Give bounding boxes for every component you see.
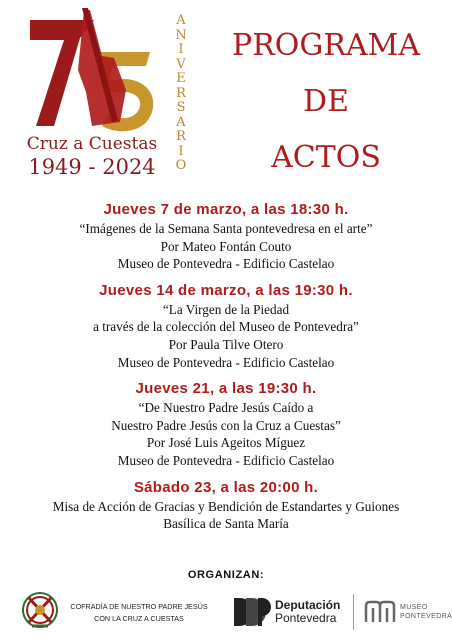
- event-line: Por Mateo Fontán Couto: [160, 238, 292, 254]
- organizers-footer: [0, 584, 452, 640]
- cofradia-name: [64, 601, 214, 625]
- event-line: “Imágenes de la Semana Santa pontevedresa en el arte”: [79, 221, 373, 236]
- cofradia-line-1: COFRADÍA DE NUESTRO PADRE JESÚS: [70, 602, 208, 611]
- aniversario-vertical-text: [171, 14, 191, 174]
- aniversario-letter: A: [176, 114, 186, 130]
- aniversario-letter: O: [175, 158, 187, 173]
- event-line: Museo de Pontevedra - Edificio Castelao: [117, 354, 335, 370]
- cofradia-crest-icon: [20, 590, 60, 630]
- event-line: Por Paula Tilve Otero: [168, 336, 284, 352]
- seventy-five-emblem: [22, 8, 172, 138]
- aniversario-letter: S: [176, 100, 186, 115]
- logo-line-1: Cruz a Cuestas: [26, 134, 158, 154]
- event-line: Por José Luis Ageitos Míguez: [146, 435, 306, 451]
- aniversario-letter: V: [176, 56, 186, 72]
- event-item: [0, 379, 452, 469]
- aniversario-letter: I: [178, 42, 184, 57]
- event-date: Jueves 7 de marzo, a las 18:30 h.: [103, 201, 349, 218]
- event-date: Jueves 14 de marzo, a las 19:30 h.: [99, 281, 353, 299]
- header: [0, 0, 452, 200]
- cofradia-line-2: CON LA CRUZ A CUESTAS: [94, 614, 184, 623]
- museo-line-1: MUSEO: [400, 604, 428, 611]
- event-line: Misa de Acción de Gracias y Bendición de Estandartes y Guiones: [52, 498, 400, 514]
- logo-divider: [353, 594, 354, 630]
- deputacion-line-2: Pontevedra: [275, 611, 337, 625]
- logo-line-2: 1949 - 2024: [28, 155, 156, 179]
- anniversary-logo: [22, 8, 192, 190]
- event-line: Museo de Pontevedra - Edificio Castelao: [117, 452, 335, 468]
- page-title: [200, 18, 452, 186]
- event-date: Jueves 21, a las 19:30 h.: [135, 380, 317, 398]
- aniversario-letter: N: [175, 27, 187, 43]
- event-item: [0, 281, 452, 371]
- aniversario-letter: R: [176, 129, 186, 144]
- event-date: Sábado 23, a las 20:00 h.: [133, 478, 319, 496]
- deputacion-logo-icon: [232, 596, 272, 628]
- event-line: Basílica de Santa María: [163, 516, 289, 532]
- museo-name: [400, 603, 452, 621]
- aniversario-letter: I: [178, 143, 184, 159]
- event-line: “La Virgen de la Piedad: [162, 301, 290, 317]
- museo-line-2: PONTEVEDRA: [400, 613, 452, 620]
- aniversario-letter: R: [176, 85, 186, 101]
- aniversario-letter: A: [176, 13, 186, 28]
- title-line-1: PROGRAMA: [232, 28, 420, 63]
- event-line: “De Nuestro Padre Jesús Caído a: [138, 400, 314, 416]
- museo-logo-icon: [364, 600, 396, 624]
- deputacion-name: [275, 599, 340, 625]
- title-line-2: DE: [303, 84, 349, 119]
- events-list: [0, 200, 452, 541]
- deputacion-line-1: Deputación: [275, 598, 341, 612]
- event-item: [0, 478, 452, 533]
- event-line: Nuestro Padre Jesús con la Cruz a Cuestas”: [111, 417, 341, 433]
- event-line: a través de la colección del Museo de Pontevedra”: [93, 319, 359, 335]
- event-line: Museo de Pontevedra - Edificio Castelao: [117, 256, 335, 272]
- organizers-label: ORGANIZAN:: [187, 569, 265, 581]
- title-line-3: ACTOS: [271, 140, 381, 175]
- event-item: [0, 200, 452, 273]
- aniversario-letter: E: [176, 71, 186, 86]
